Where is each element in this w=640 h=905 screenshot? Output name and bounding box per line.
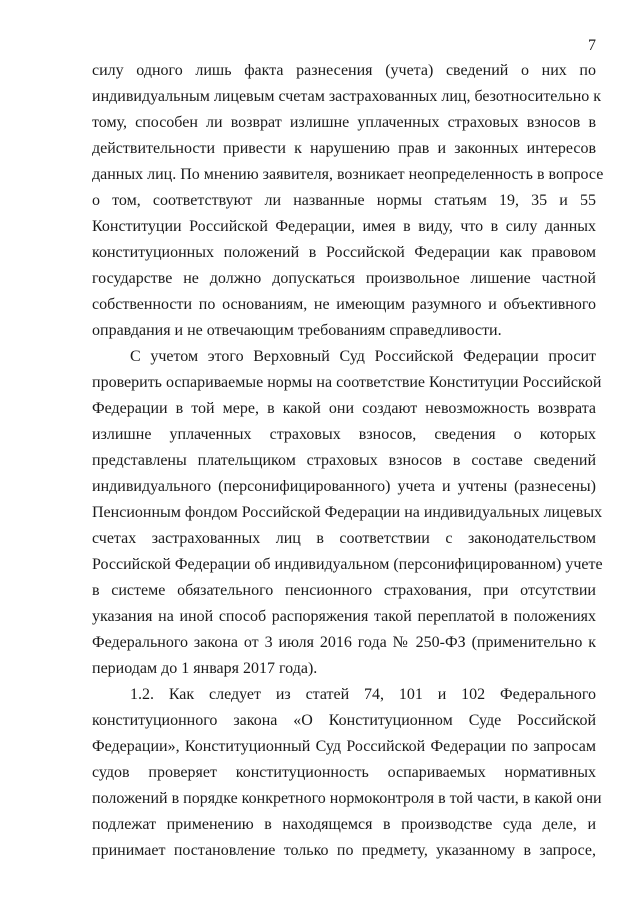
text-line: подлежат применению в находящемся в производстве суда деле, и xyxy=(92,816,596,833)
text-line: указания на иной способ распоряжения такой переплатой в положениях xyxy=(92,608,596,625)
text-line: Конституции Российской Федерации, имея в виду, что в силу данных xyxy=(92,218,596,235)
text-line: собственности по основаниям, не имеющим разумного и объективного xyxy=(92,296,596,313)
text-line: Российской Федерации об индивидуальном (персонифицированном) учете xyxy=(92,556,603,573)
text-line: Федерации в той мере, в какой они создают невозможность возврата xyxy=(92,400,596,417)
text-line: Федерации», Конституционный Суд Российской Федерации по запросам xyxy=(92,738,596,755)
text-line: силу одного лишь факта разнесения (учета) сведений о них по xyxy=(92,62,596,79)
text-line: Пенсионным фондом Российской Федерации на индивидуальных лицевых xyxy=(92,504,603,521)
text-line: Федерального закона от 3 июля 2016 года № 250-ФЗ (применительно к xyxy=(92,634,596,651)
text-line: проверить оспариваемые нормы на соответствие Конституции Российской xyxy=(92,374,602,391)
text-line: государстве не должно допускаться произвольное лишение частной xyxy=(92,270,596,287)
text-line: в системе обязательного пенсионного страхования, при отсутствии xyxy=(92,582,596,599)
text-line: оправдания и не отвечающим требованиям справедливости. xyxy=(92,322,502,339)
text-line: действительности привести к нарушению прав и законных интересов xyxy=(92,140,596,157)
text-line: периодам до 1 января 2017 года). xyxy=(92,660,318,677)
text-line: С учетом этого Верховный Суд Российской Федерации просит xyxy=(130,348,596,365)
text-line: принимает постановление только по предмету, указанному в запросе, xyxy=(92,842,596,859)
text-line: судов проверяет конституционность оспариваемых нормативных xyxy=(92,764,596,781)
page-number: 7 xyxy=(588,37,596,54)
text-line: конституционного закона «О Конституционном Суде Российской xyxy=(92,712,596,729)
text-line: представлены плательщиком страховых взносов в составе сведений xyxy=(92,452,596,469)
text-line: данных лиц. По мнению заявителя, возникает неопределенность в вопросе xyxy=(92,166,604,183)
text-line: 1.2. Как следует из статей 74, 101 и 102 Федерального xyxy=(130,686,596,703)
text-line: счетах застрахованных лиц в соответствии с законодательством xyxy=(92,530,596,547)
text-line: тому, способен ли возврат излишне уплаченных страховых взносов в xyxy=(92,114,596,131)
text-line: о том, соответствуют ли названные нормы статьям 19, 35 и 55 xyxy=(92,192,596,209)
text-line: индивидуального (персонифицированного) учета и учтены (разнесены) xyxy=(92,478,596,495)
text-line: положений в порядке конкретного нормоконтроля в той части, в какой они xyxy=(92,790,602,807)
text-line: конституционных положений в Российской Федерации как правовом xyxy=(92,244,596,261)
text-line: индивидуальным лицевым счетам застрахованных лиц, безотносительно к xyxy=(92,88,602,105)
text-line: излишне уплаченных страховых взносов, сведения о которых xyxy=(92,426,596,443)
